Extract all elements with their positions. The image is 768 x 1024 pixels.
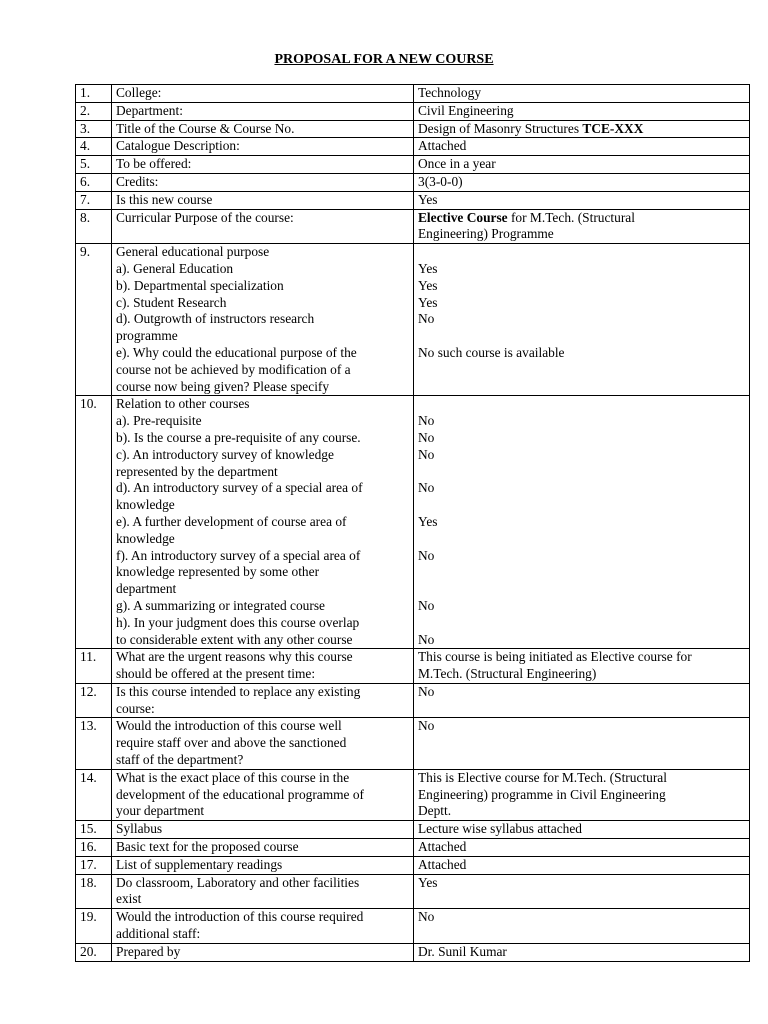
question-line: to considerable extent with any other course xyxy=(116,631,353,647)
question-line: h). In your judgment does this course overlap xyxy=(116,614,360,630)
question-line: c). An introductory survey of knowledge xyxy=(116,446,334,462)
row-question xyxy=(112,138,414,156)
answer-line: Deptt. xyxy=(418,803,452,819)
question-line: College: xyxy=(116,85,162,100)
question-line: knowledge xyxy=(116,530,175,546)
question-line: Prepared by xyxy=(116,943,181,959)
row-answer xyxy=(414,173,750,191)
question-line: What is the exact place of this course in the xyxy=(116,769,350,785)
question-line: d). An introductory survey of a special area of xyxy=(116,480,363,496)
answer-line xyxy=(418,396,747,413)
answer-line: Civil Engineering xyxy=(418,102,514,118)
answer-line: Yes xyxy=(418,191,438,207)
table-row xyxy=(76,396,750,649)
answer-line xyxy=(418,581,747,598)
row-number: 17. xyxy=(76,856,112,874)
question-line: knowledge represented by some other xyxy=(116,564,320,580)
question-line: General educational purpose xyxy=(116,244,270,260)
table-row xyxy=(76,191,750,209)
table-row xyxy=(76,718,750,769)
table-row xyxy=(76,85,750,103)
answer-line: No xyxy=(418,597,435,613)
row-answer xyxy=(414,138,750,156)
row-number: 19. xyxy=(76,909,112,944)
row-answer xyxy=(414,874,750,909)
table-row xyxy=(76,156,750,174)
row-number: 20. xyxy=(76,943,112,961)
table-row xyxy=(76,839,750,857)
table-row xyxy=(76,856,750,874)
table-row xyxy=(76,209,750,244)
answer-line xyxy=(418,362,747,379)
row-question xyxy=(112,244,414,396)
answer-line: 3(3-0-0) xyxy=(418,173,463,189)
answer-line: No xyxy=(418,909,435,925)
table-row xyxy=(76,138,750,156)
row-question xyxy=(112,909,414,944)
row-number: 3. xyxy=(76,120,112,138)
answer-line xyxy=(418,926,747,943)
row-question xyxy=(112,85,414,103)
question-line: b). Departmental specialization xyxy=(116,277,284,293)
answer-text: Design of Masonry Structures xyxy=(418,120,583,136)
row-answer xyxy=(414,909,750,944)
answer-line: Engineering) Programme xyxy=(418,226,554,242)
question-line: your department xyxy=(116,803,205,819)
answer-line: M.Tech. (Structural Engineering) xyxy=(418,666,597,682)
question-line: course: xyxy=(116,700,155,716)
answer-line: No xyxy=(418,547,435,563)
question-line: Title of the Course & Course No. xyxy=(116,120,295,136)
answer-line xyxy=(418,531,747,548)
row-question xyxy=(112,718,414,769)
answer-line: This course is being initiated as Elective course for xyxy=(418,649,692,665)
row-answer xyxy=(414,244,750,396)
table-row xyxy=(76,173,750,191)
row-answer xyxy=(414,102,750,120)
question-line: What are the urgent reasons why this course xyxy=(116,649,353,665)
row-number: 13. xyxy=(76,718,112,769)
table-row xyxy=(76,244,750,396)
question-line: development of the educational programme of xyxy=(116,786,365,802)
question-line: e). A further development of course area of xyxy=(116,513,347,529)
answer-line xyxy=(418,497,747,514)
row-number: 11. xyxy=(76,649,112,684)
question-line: additional staff: xyxy=(116,926,201,942)
row-question xyxy=(112,683,414,718)
answer-line xyxy=(418,701,747,718)
row-question xyxy=(112,839,414,857)
answer-line xyxy=(418,752,747,769)
row-answer xyxy=(414,209,750,244)
question-line: Is this course intended to replace any existing xyxy=(116,683,361,699)
row-question xyxy=(112,821,414,839)
question-line: f). An introductory survey of a special area of xyxy=(116,547,361,563)
row-question xyxy=(112,874,414,909)
row-answer xyxy=(414,120,750,138)
answer-line: No xyxy=(418,631,435,647)
row-number: 18. xyxy=(76,874,112,909)
question-line: List of supplementary readings xyxy=(116,856,283,872)
row-question xyxy=(112,649,414,684)
question-line: Basic text for the proposed course xyxy=(116,839,299,855)
table-row xyxy=(76,102,750,120)
question-line: Catalogue Description: xyxy=(116,138,240,154)
answer-line: Technology xyxy=(418,85,482,100)
question-line: Would the introduction of this course required xyxy=(116,909,364,925)
course-code: TCE-XXX xyxy=(582,120,644,136)
elective-label: Elective Course xyxy=(418,209,508,225)
row-question xyxy=(112,943,414,961)
table-row xyxy=(76,683,750,718)
question-line: programme xyxy=(116,328,178,344)
row-number: 14. xyxy=(76,769,112,820)
answer-line xyxy=(418,244,747,261)
row-number: 10. xyxy=(76,396,112,649)
answer-line: No xyxy=(418,446,435,462)
answer-line xyxy=(418,735,747,752)
question-line: exist xyxy=(116,891,142,907)
table-row xyxy=(76,821,750,839)
question-line: e). Why could the educational purpose of the xyxy=(116,344,357,360)
row-number: 6. xyxy=(76,173,112,191)
row-number: 2. xyxy=(76,102,112,120)
answer-line xyxy=(418,379,747,396)
row-answer xyxy=(414,821,750,839)
table-row xyxy=(76,120,750,138)
question-line: Would the introduction of this course well xyxy=(116,718,342,734)
answer-line: Lecture wise syllabus attached xyxy=(418,821,582,837)
answer-line xyxy=(418,210,747,227)
question-line: Syllabus xyxy=(116,821,163,837)
table-row xyxy=(76,943,750,961)
answer-line: Yes xyxy=(418,260,438,276)
row-answer xyxy=(414,156,750,174)
row-answer xyxy=(414,683,750,718)
row-answer xyxy=(414,85,750,103)
answer-line: No such course is available xyxy=(418,344,565,360)
answer-line: Engineering) programme in Civil Engineering xyxy=(418,786,666,802)
row-answer xyxy=(414,649,750,684)
row-answer xyxy=(414,396,750,649)
answer-line: Attached xyxy=(418,138,467,154)
question-line: require staff over and above the sanctioned xyxy=(116,735,347,751)
answer-line: No xyxy=(418,413,435,429)
question-line: Is this new course xyxy=(116,191,213,207)
answer-line xyxy=(418,564,747,581)
table-row xyxy=(76,909,750,944)
question-line: d). Outgrowth of instructors research xyxy=(116,311,315,327)
row-number: 4. xyxy=(76,138,112,156)
answer-line: Once in a year xyxy=(418,156,496,172)
question-line: b). Is the course a pre-requisite of any course. xyxy=(116,429,361,445)
row-question xyxy=(112,191,414,209)
answer-line: This is Elective course for M.Tech. (Structural xyxy=(418,769,667,785)
table-row xyxy=(76,769,750,820)
question-line: course now being given? Please specify xyxy=(116,378,330,394)
row-number: 7. xyxy=(76,191,112,209)
answer-line: No xyxy=(418,429,435,445)
question-line: a). General Education xyxy=(116,260,234,276)
answer-line: No xyxy=(418,480,435,496)
answer-line xyxy=(418,615,747,632)
table-row xyxy=(76,649,750,684)
proposal-table xyxy=(75,84,750,962)
answer-line: Yes xyxy=(418,874,438,890)
row-number: 15. xyxy=(76,821,112,839)
question-line: course not be achieved by modification of a xyxy=(116,361,351,377)
answer-line: No xyxy=(418,718,435,734)
row-question xyxy=(112,856,414,874)
answer-line xyxy=(418,121,747,138)
question-line: Curricular Purpose of the course: xyxy=(116,209,294,225)
answer-line: Yes xyxy=(418,513,438,529)
row-number: 16. xyxy=(76,839,112,857)
row-number: 5. xyxy=(76,156,112,174)
question-line: Department: xyxy=(116,102,183,118)
question-line: c). Student Research xyxy=(116,294,227,310)
answer-line: Yes xyxy=(418,277,438,293)
question-line: g). A summarizing or integrated course xyxy=(116,597,325,613)
answer-line: No xyxy=(418,683,435,699)
row-question xyxy=(112,769,414,820)
question-line: To be offered: xyxy=(116,156,192,172)
row-number: 12. xyxy=(76,683,112,718)
row-answer xyxy=(414,718,750,769)
row-answer xyxy=(414,191,750,209)
answer-line: Yes xyxy=(418,294,438,310)
row-question xyxy=(112,102,414,120)
answer-line: Dr. Sunil Kumar xyxy=(418,943,507,959)
row-question xyxy=(112,120,414,138)
question-line: staff of the department? xyxy=(116,752,244,768)
question-line: department xyxy=(116,581,177,597)
answer-line: Attached xyxy=(418,856,467,872)
row-answer xyxy=(414,769,750,820)
question-line: Do classroom, Laboratory and other facilities xyxy=(116,874,360,890)
row-question xyxy=(112,396,414,649)
row-number: 8. xyxy=(76,209,112,244)
page-title: PROPOSAL FOR A NEW COURSE xyxy=(274,52,494,67)
row-number: 9. xyxy=(76,244,112,396)
row-answer xyxy=(414,943,750,961)
answer-line xyxy=(418,891,747,908)
proposal-table-body xyxy=(76,85,750,962)
answer-text: for M.Tech. (Structural xyxy=(507,209,635,225)
answer-line xyxy=(418,464,747,481)
question-line: represented by the department xyxy=(116,463,278,479)
row-number: 1. xyxy=(76,85,112,103)
row-answer xyxy=(414,839,750,857)
row-question xyxy=(112,173,414,191)
question-line: Relation to other courses xyxy=(116,396,250,412)
answer-line xyxy=(418,328,747,345)
answer-line: Attached xyxy=(418,839,467,855)
row-question xyxy=(112,209,414,244)
question-line: should be offered at the present time: xyxy=(116,666,316,682)
table-row xyxy=(76,874,750,909)
question-line: knowledge xyxy=(116,497,175,513)
row-question xyxy=(112,156,414,174)
question-line: a). Pre-requisite xyxy=(116,413,202,429)
question-line: Credits: xyxy=(116,173,159,189)
row-answer xyxy=(414,856,750,874)
answer-line: No xyxy=(418,311,435,327)
